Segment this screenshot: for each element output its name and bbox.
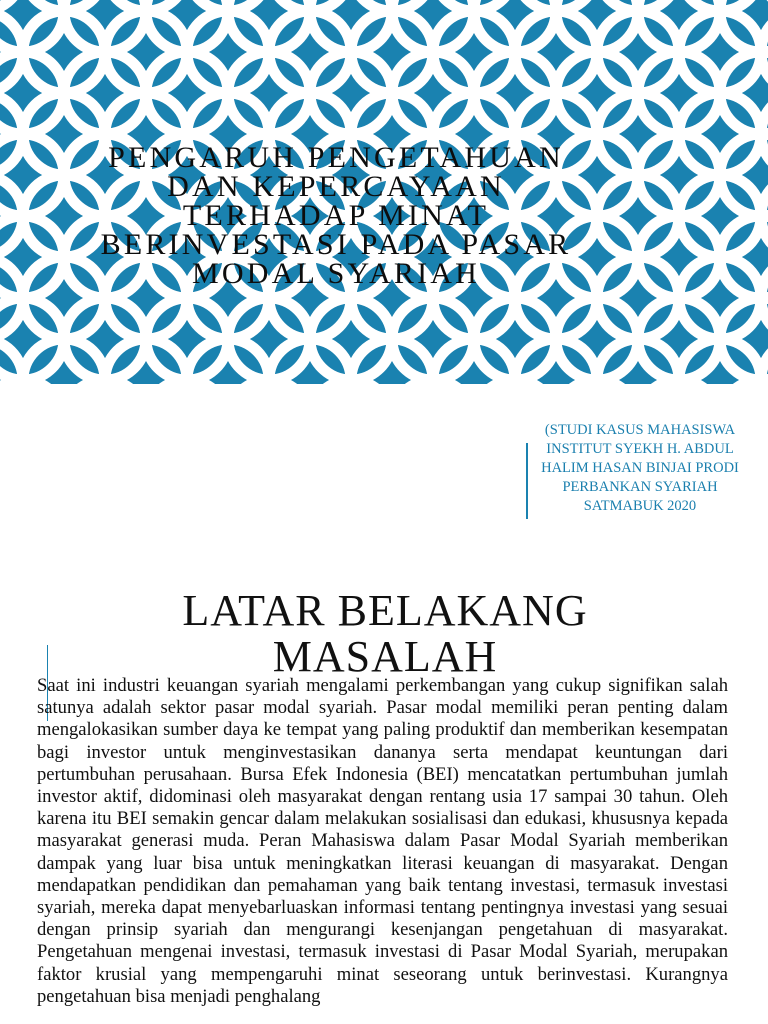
- presentation-subtitle: (STUDI KASUS MAHASISWA INSTITUT SYEKH H. ABDUL HALIM HASAN BINJAI PRODI PERBANKAN SYARIAH SATMABUK 2020: [541, 422, 739, 514]
- title-box: [70, 143, 602, 288]
- title-banner: [0, 0, 768, 384]
- slide-heading: LATAR BELAKANG MASALAH: [182, 586, 588, 681]
- presentation-title: PENGARUH PENGETAHUAN DAN KEPERCAYAAN TERHADAP MINAT BERINVESTASI PADA PASAR MODAL SYARIAH: [100, 141, 572, 290]
- subtitle-accent-bar: [526, 443, 528, 519]
- slide-body-text[interactable]: Saat ini industri keuangan syariah mengalami perkembangan yang cukup signifikan salah satunya adalah sektor pasar modal syariah. Pasar modal memiliki peran penting dalam mengalokasikan sumber daya ke tempat yang paling produktif dan memberikan kesempatan bagi investor untuk menginvestasikan dananya serta mendapat keuntungan dari pertumbuhan perusahaan. Bursa Efek Indonesia (BEI) mencatatkan pertumbuhan jumlah investor aktif, didominasi oleh masyarakat dengan rentang usia 17 sampai 30 tahun. Oleh karena itu BEI semakin gencar dalam melakukan sosialisasi dan edukasi, khususnya kepada masyarakat generasi muda. Peran Mahasiswa dalam Pasar Modal Syariah memberikan dampak yang luar bisa untuk meningkatkan literasi keuangan di masyarakat. Dengan mendapatkan pendidikan dan pemahaman yang baik tentang investasi, termasuk investasi syariah, mereka dapat menyebarluaskan informasi tentang pentingnya investasi yang sesuai dengan prinsip syariah dan mengurangi kesenjangan pengetahuan di masyarakat. Pengetahuan mengenai investasi, termasuk investasi di Pasar Modal Syariah, merupakan faktor krusial yang mempengaruhi minat seseorang untuk berinvestasi. Kurangnya pengetahuan bisa menjadi penghalang: [37, 675, 728, 1007]
